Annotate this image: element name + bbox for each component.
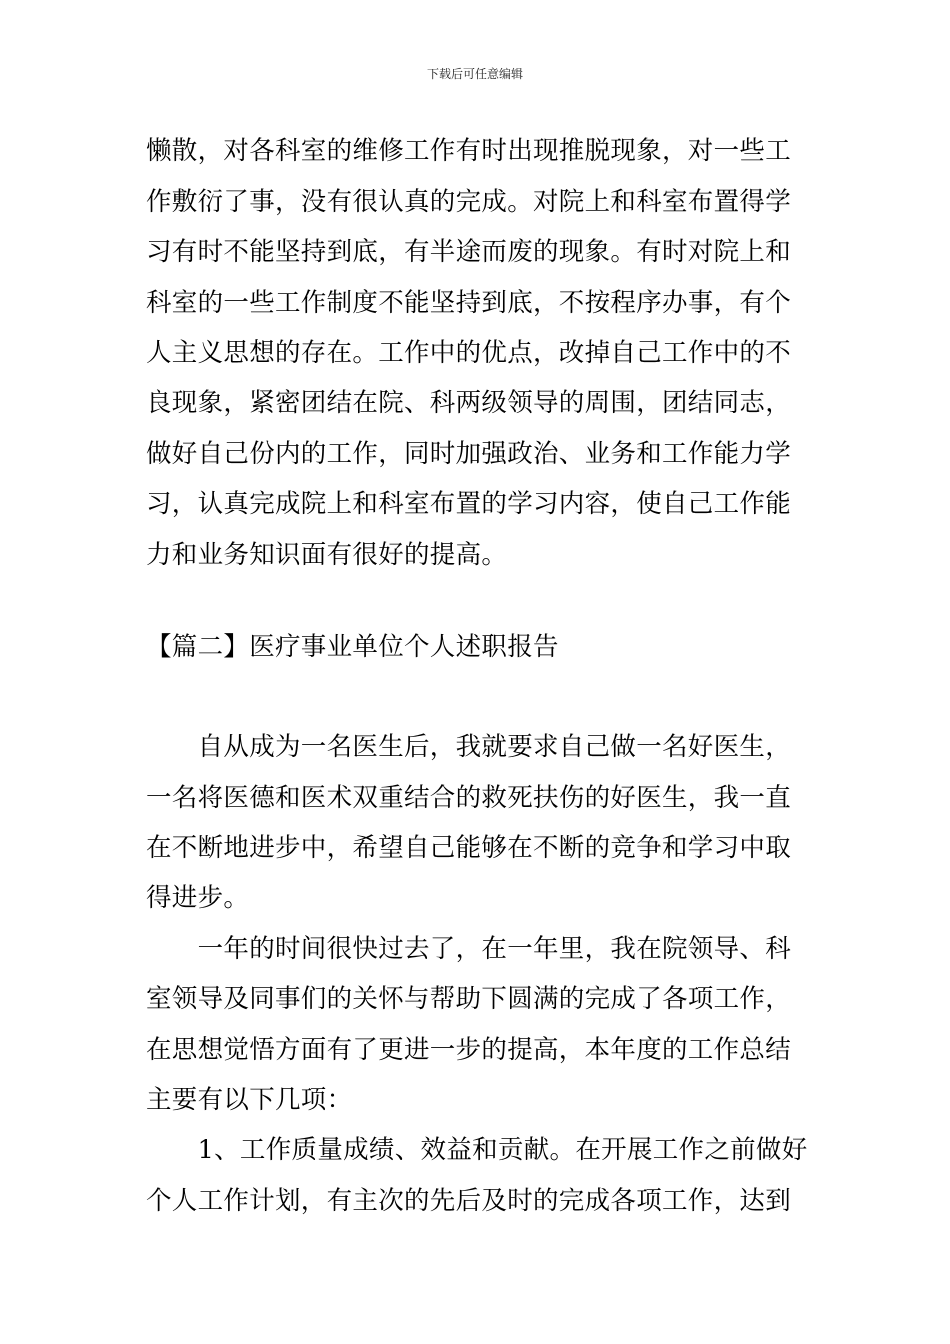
paragraph-line: 自从成为一名医生后，我就要求自己做一名好医生， — [146, 732, 792, 762]
paragraph-line: 个人工作计划，有主次的先后及时的完成各项工作，达到 — [146, 1186, 792, 1216]
paragraph-line: 主要有以下几项： — [146, 1085, 353, 1115]
paragraph-line: 懒散，对各科室的维修工作有时出现推脱现象，对一些工 — [146, 136, 792, 166]
paragraph-line: 在不断地进步中，希望自己能够在不断的竞争和学习中取 — [146, 833, 792, 863]
paragraph-line: 人主义思想的存在。工作中的优点，改掉自己工作中的不 — [146, 338, 792, 368]
section-title: 【篇二】医疗事业单位个人述职报告 — [146, 632, 559, 662]
paragraph-line: 得进步。 — [146, 883, 250, 913]
paragraph-line: 习有时不能坚持到底，有半途而废的现象。有时对院上和 — [146, 237, 792, 267]
paragraph-line: 一名将医德和医术双重结合的救死扶伤的好医生，我一直 — [146, 783, 792, 813]
paragraph-line: 做好自己份内的工作，同时加强政治、业务和工作能力学 — [146, 439, 792, 469]
paragraph-line: 一年的时间很快过去了，在一年里，我在院领导、科 — [146, 934, 792, 964]
paragraph-line: 科室的一些工作制度不能坚持到底，不按程序办事，有个 — [146, 288, 792, 318]
paragraph-line: 1、工作质量成绩、效益和贡献。在开展工作之前做好 — [146, 1135, 808, 1165]
paragraph-line: 室领导及同事们的关怀与帮助下圆满的完成了各项工作， — [146, 984, 792, 1014]
page-header-note: 下载后可任意编辑 — [426, 67, 523, 81]
paragraph-line: 力和业务知识面有很好的提高。 — [146, 540, 508, 570]
paragraph-line: 习，认真完成院上和科室布置的学习内容，使自己工作能 — [146, 489, 792, 519]
paragraph-line: 作敷衍了事，没有很认真的完成。对院上和科室布置得学 — [146, 187, 792, 217]
paragraph-line: 在思想觉悟方面有了更进一步的提高，本年度的工作总结 — [146, 1035, 792, 1065]
paragraph-line: 良现象，紧密团结在院、科两级领导的周围，团结同志， — [146, 388, 792, 418]
